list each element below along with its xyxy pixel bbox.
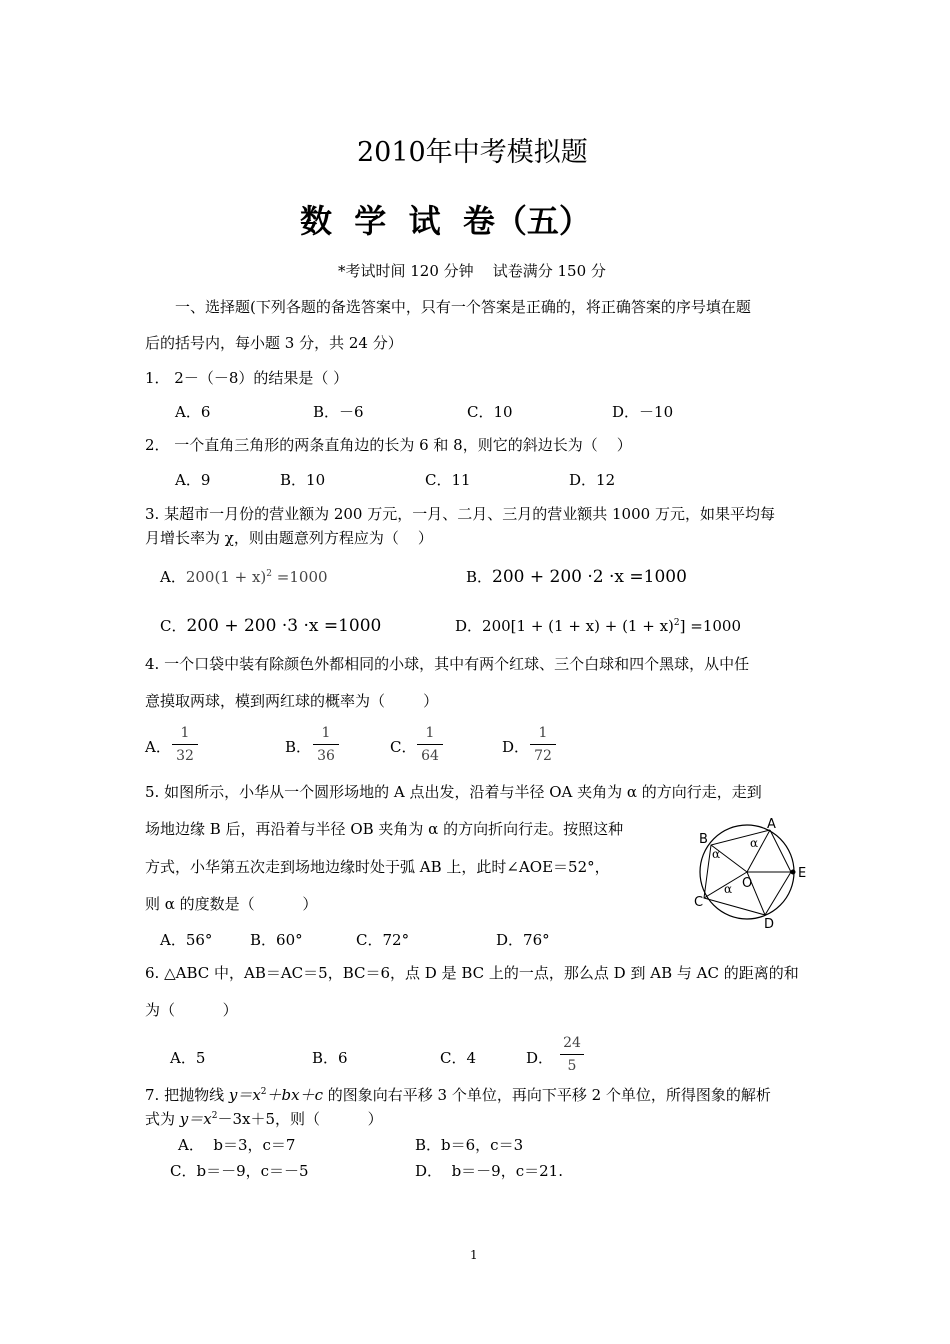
q3-option-c-expr: 200 + 200 ·3 ·x =1000 — [186, 616, 382, 636]
q7-stem-line1 — [145, 1084, 771, 1105]
exam-title: 2010年中考模拟题 — [357, 137, 588, 168]
q3-option-b-expr: 200 + 200 ·2 ·x =1000 — [492, 567, 687, 587]
q3-option-d-expr: 200[1 + (1 + x) + (1 + x) — [482, 617, 674, 635]
q4-option-a-denominator: 32 — [176, 748, 194, 764]
q2-option-c: C．11 — [425, 471, 471, 489]
q7-option-b: B．b＝6，c＝3 — [415, 1136, 524, 1154]
q7-line2-exp: 2 — [211, 1111, 218, 1121]
q5-option-a: A．56° — [160, 931, 213, 949]
q5-option-c: C．72° — [356, 931, 410, 949]
q4-option-b-fraction — [313, 724, 339, 765]
q3-stem-line2: 月增长率为 χ，则由题意列方程应为（ ） — [145, 529, 433, 547]
q3-option-d — [455, 615, 741, 636]
q7-line1-eq2: ＋bx＋c — [266, 1086, 323, 1104]
q4-option-d-label: D． — [502, 738, 530, 756]
q2-option-d: D．12 — [569, 471, 616, 489]
section-intro-line2: 后的括号内，每小题 3 分，共 24 分） — [145, 334, 403, 352]
q2-stem: 2． 一个直角三角形的两条直角边的长为 6 和 8，则它的斜边长为（ ） — [145, 436, 632, 454]
angle-alpha-b: α — [712, 847, 721, 861]
q3-option-a-label: A． — [160, 568, 186, 586]
q7-line1-post: 的图象向右平移 3 个单位，再向下平移 2 个单位，所得图象的解析 — [323, 1086, 771, 1104]
q4-option-c-denominator: 64 — [421, 748, 439, 764]
q4-option-d-numerator: 1 — [538, 725, 548, 741]
label-d: D — [764, 917, 775, 932]
q5-stem-line2: 场地边缘 B 后，再沿着与半径 OB 夹角为 α 的方向折向行走。按照这种 — [145, 820, 624, 838]
q5-stem-line3: 方式，小华第五次走到场地边缘时处于弧 AB 上，此时∠AOE＝52°， — [145, 858, 610, 876]
q3-option-b-label: B． — [466, 568, 493, 586]
q7-line2-eq2: －3x＋5 — [217, 1110, 275, 1128]
q4-option-a-label: A． — [145, 738, 171, 756]
q4-option-b-label: B． — [285, 738, 312, 756]
label-e: E — [798, 866, 807, 881]
q4-option-c-fraction — [417, 724, 443, 765]
q3-option-c-label: C． — [160, 617, 187, 635]
page-number: 1 — [470, 1248, 478, 1262]
paper-subtitle: 数 学 试 卷（五） — [300, 202, 591, 240]
q4-option-a-fraction — [172, 724, 198, 765]
q3-option-c — [160, 615, 381, 636]
q7-line2-pre: 式为 — [145, 1110, 180, 1128]
q7-line1-eq: y＝x — [228, 1086, 261, 1104]
q4-stem-line1: 4. 一个口袋中装有除颜色外都相同的小球，其中有两个红球、三个白球和四个黑球，从中任 — [145, 655, 750, 673]
q2-option-b: B．10 — [280, 471, 326, 489]
q5-option-b: B．60° — [250, 931, 303, 949]
q6-stem-line2: 为（ ） — [145, 1001, 238, 1019]
q3-option-d-rhs: ] =1000 — [679, 617, 741, 635]
q6-option-c: C．4 — [440, 1049, 477, 1067]
q6-option-d-label: D． — [526, 1049, 554, 1067]
q7-stem-line2 — [145, 1108, 383, 1129]
circle-path-figure — [688, 810, 818, 932]
q1-stem: 1． 2－（－8）的结果是（ ） — [145, 369, 349, 387]
label-c: C — [694, 895, 704, 910]
q3-option-b — [466, 566, 687, 587]
q3-option-a-expr: 200(1 + x) — [185, 568, 267, 586]
q4-stem-line2: 意摸取两球，模到两红球的概率为（ ） — [145, 692, 439, 710]
q4-option-d-fraction — [530, 724, 556, 765]
q6-stem-line1: 6. △ABC 中，AB＝AC＝5，BC＝6，点 D 是 BC 上的一点，那么点 D 到 AB 与 AC 的距离的和 — [145, 964, 799, 982]
q3-option-a — [160, 566, 328, 587]
q5-stem-line1: 5. 如图所示，小华从一个圆形场地的 A 点出发，沿着与半径 OA 夹角为 α 的方向行走，走到 — [145, 783, 762, 801]
q6-option-d-denominator: 5 — [567, 1058, 577, 1074]
label-b: B — [699, 832, 708, 847]
q4-option-c-label: C． — [390, 738, 417, 756]
q1-option-d: D．－10 — [612, 403, 674, 421]
q7-line1-pre: 7. 把抛物线 — [145, 1086, 229, 1104]
section-intro-line1: 一、选择题(下列各题的备选答案中，只有一个答案是正确的，将正确答案的序号填在题 — [175, 298, 751, 316]
q4-option-c-numerator: 1 — [425, 725, 435, 741]
q1-option-a: A．6 — [175, 403, 211, 421]
exam-info: *考试时间 120 分钟 试卷满分 150 分 — [338, 262, 606, 280]
q6-option-a: A．5 — [170, 1049, 206, 1067]
q7-line1-exp: 2 — [260, 1087, 267, 1097]
q2-option-a: A．9 — [175, 471, 211, 489]
q1-option-c: C．10 — [467, 403, 513, 421]
q7-line2-eq: y＝x — [179, 1110, 212, 1128]
q6-option-d-numerator: 24 — [563, 1035, 581, 1051]
q3-stem-line1: 3. 某超市一月份的营业额为 200 万元，一月、二月、三月的营业额共 1000 万元，如果平均每 — [145, 505, 775, 523]
q5-stem-line4: 则 α 的度数是（ ） — [145, 895, 318, 913]
q6-option-d-fraction — [560, 1034, 584, 1075]
q3-option-d-label: D． — [455, 617, 483, 635]
q4-option-b-numerator: 1 — [321, 725, 331, 741]
q4-option-d-denominator: 72 — [534, 748, 552, 764]
q7-option-a: A． b＝3，c＝7 — [178, 1136, 296, 1154]
q3-option-a-rhs: =1000 — [272, 568, 328, 586]
angle-alpha-a: α — [750, 836, 759, 850]
q7-option-c: C．b＝－9，c＝－5 — [170, 1162, 309, 1180]
q5-option-d: D．76° — [496, 931, 550, 949]
angle-alpha-c: α — [724, 882, 733, 896]
q4-option-b-denominator: 36 — [317, 748, 335, 764]
q4-option-a-numerator: 1 — [180, 725, 190, 741]
q7-line2-post: ，则（ ） — [275, 1110, 383, 1128]
label-a: A — [767, 817, 776, 832]
label-o: O — [742, 876, 753, 891]
q3-option-a-exponent: 2 — [266, 569, 273, 579]
q7-option-d: D． b＝－9，c＝21. — [415, 1162, 563, 1180]
point-e-dot — [791, 870, 796, 875]
q6-option-b: B．6 — [312, 1049, 348, 1067]
q3-option-d-exponent: 2 — [673, 618, 680, 628]
q1-option-b: B．－6 — [313, 403, 364, 421]
